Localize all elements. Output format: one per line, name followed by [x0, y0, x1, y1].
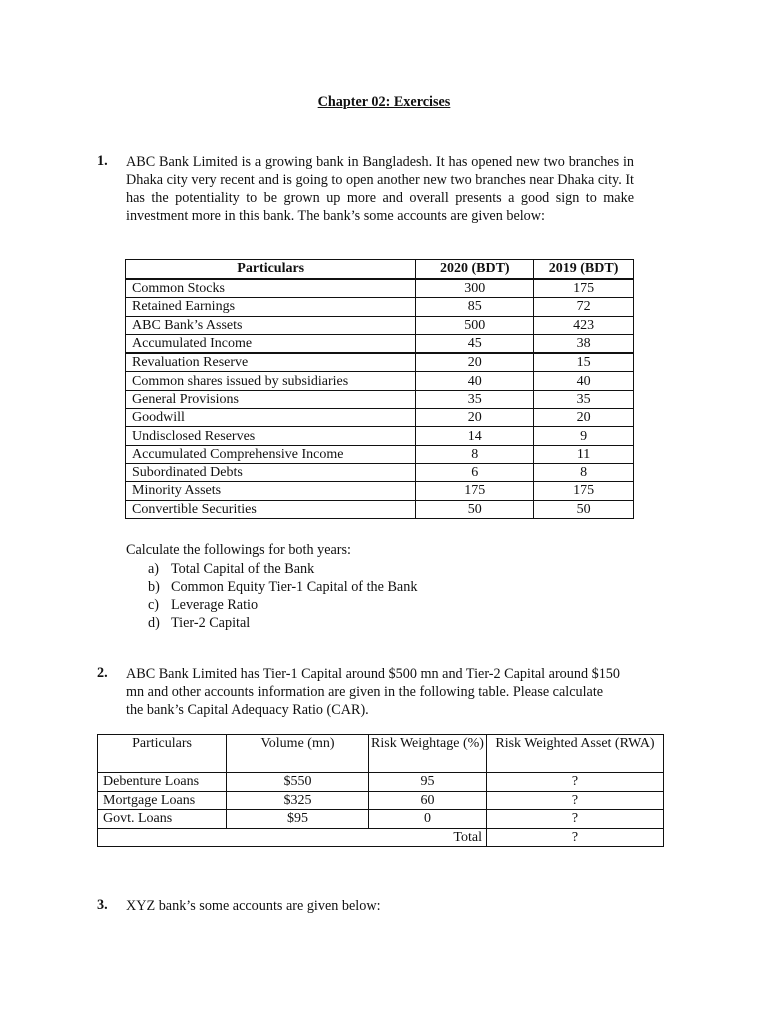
cell-value: 14	[416, 427, 534, 445]
table-row	[126, 445, 634, 463]
cell-value: $325	[227, 791, 369, 810]
column-header: Risk Weightage (%)	[369, 735, 487, 773]
table-row	[98, 791, 664, 810]
cell-value: 6	[416, 463, 534, 481]
question-3-number: 3.	[97, 897, 108, 913]
list-item: b) Common Equity Tier-1 Capital of the Bank	[148, 579, 418, 595]
cell-value: 85	[416, 298, 534, 316]
cell-value: 72	[534, 298, 634, 316]
cell-value: 20	[416, 409, 534, 427]
table-row	[126, 427, 634, 445]
calculation-instructions: Calculate the followings for both years:	[126, 542, 351, 558]
row-label: Govt. Loans	[98, 810, 227, 829]
table-row	[126, 500, 634, 518]
cell-value: 35	[534, 390, 634, 408]
cell-value: ?	[487, 810, 664, 829]
row-label: Convertible Securities	[126, 500, 416, 518]
column-header: Volume (mn)	[227, 735, 369, 773]
question-1-number: 1.	[97, 153, 108, 169]
cell-value: 8	[534, 463, 634, 481]
page-title: Chapter 02: Exercises	[317, 94, 451, 110]
cell-value: $95	[227, 810, 369, 829]
table-row	[126, 316, 634, 334]
cell-value: 95	[369, 773, 487, 792]
cell-value: $550	[227, 773, 369, 792]
cell-value: 45	[416, 334, 534, 353]
table-row	[98, 773, 664, 792]
column-header: 2020 (BDT)	[416, 260, 534, 280]
cell-value: 20	[416, 353, 534, 372]
row-label: Accumulated Income	[126, 334, 416, 353]
table-header-row	[98, 735, 664, 773]
row-label: Retained Earnings	[126, 298, 416, 316]
cell-value: 9	[534, 427, 634, 445]
row-label: Goodwill	[126, 409, 416, 427]
cell-value: 40	[534, 372, 634, 390]
cell-value: 423	[534, 316, 634, 334]
cell-value: ?	[487, 791, 664, 810]
cell-value: 15	[534, 353, 634, 372]
table-row	[126, 279, 634, 298]
column-header: Particulars	[126, 260, 416, 280]
cell-value: 8	[416, 445, 534, 463]
cell-value: 175	[534, 279, 634, 298]
cell-value: 500	[416, 316, 534, 334]
cell-value: 50	[534, 500, 634, 518]
question-3-text: XYZ bank’s some accounts are given below:	[126, 898, 381, 914]
cell-value: 300	[416, 279, 534, 298]
cell-value: 38	[534, 334, 634, 353]
row-label: ABC Bank’s Assets	[126, 316, 416, 334]
cell-value: 175	[416, 482, 534, 500]
table-row	[98, 810, 664, 829]
row-label: Common shares issued by subsidiaries	[126, 372, 416, 390]
cell-value: 20	[534, 409, 634, 427]
list-item: c) Leverage Ratio	[148, 597, 259, 613]
row-label: Minority Assets	[126, 482, 416, 500]
question-2-text: ABC Bank Limited has Tier-1 Capital around $500 mn and Tier-2 Capital around $150 mn and other accounts information are given in the following table. Please calculate the bank’s Capital Adequacy Ratio (CAR).	[126, 666, 620, 718]
table-row	[126, 353, 634, 372]
table-header-row	[126, 260, 634, 280]
row-label: Debenture Loans	[98, 773, 227, 792]
column-header: Risk Weighted Asset (RWA)	[487, 735, 664, 773]
row-label: Mortgage Loans	[98, 791, 227, 810]
total-value: ?	[487, 828, 664, 847]
total-row	[98, 828, 664, 847]
row-label: Common Stocks	[126, 279, 416, 298]
row-label: General Provisions	[126, 390, 416, 408]
table-row	[126, 334, 634, 353]
question-2-number: 2.	[97, 665, 108, 681]
row-label: Revaluation Reserve	[126, 353, 416, 372]
cell-value: 11	[534, 445, 634, 463]
row-label: Subordinated Debts	[126, 463, 416, 481]
total-label: Total	[98, 828, 487, 847]
calculation-list	[148, 560, 417, 632]
cell-value: 50	[416, 500, 534, 518]
cell-value: 40	[416, 372, 534, 390]
accounts-table	[125, 259, 634, 519]
cell-value: 175	[534, 482, 634, 500]
table-row	[126, 298, 634, 316]
table-row	[126, 409, 634, 427]
table-row	[126, 390, 634, 408]
list-item: a) Total Capital of the Bank	[148, 561, 315, 577]
column-header: 2019 (BDT)	[534, 260, 634, 280]
cell-value: 60	[369, 791, 487, 810]
cell-value: 0	[369, 810, 487, 829]
column-header: Particulars	[98, 735, 227, 773]
question-1-text: ABC Bank Limited is a growing bank in Bangladesh. It has opened new two branches in Dhaka city very recent and is going to open another new two branches near Dhaka city. It has the potentiality to be grown up more and overall presents a good sign to make investment more in this bank. The bank’s some accounts are given below:	[126, 154, 634, 224]
table-row	[126, 372, 634, 390]
rwa-table	[97, 734, 664, 847]
list-item: d) Tier-2 Capital	[148, 615, 251, 631]
table-row	[126, 482, 634, 500]
row-label: Accumulated Comprehensive Income	[126, 445, 416, 463]
row-label: Undisclosed Reserves	[126, 427, 416, 445]
cell-value: ?	[487, 773, 664, 792]
cell-value: 35	[416, 390, 534, 408]
table-row	[126, 463, 634, 481]
